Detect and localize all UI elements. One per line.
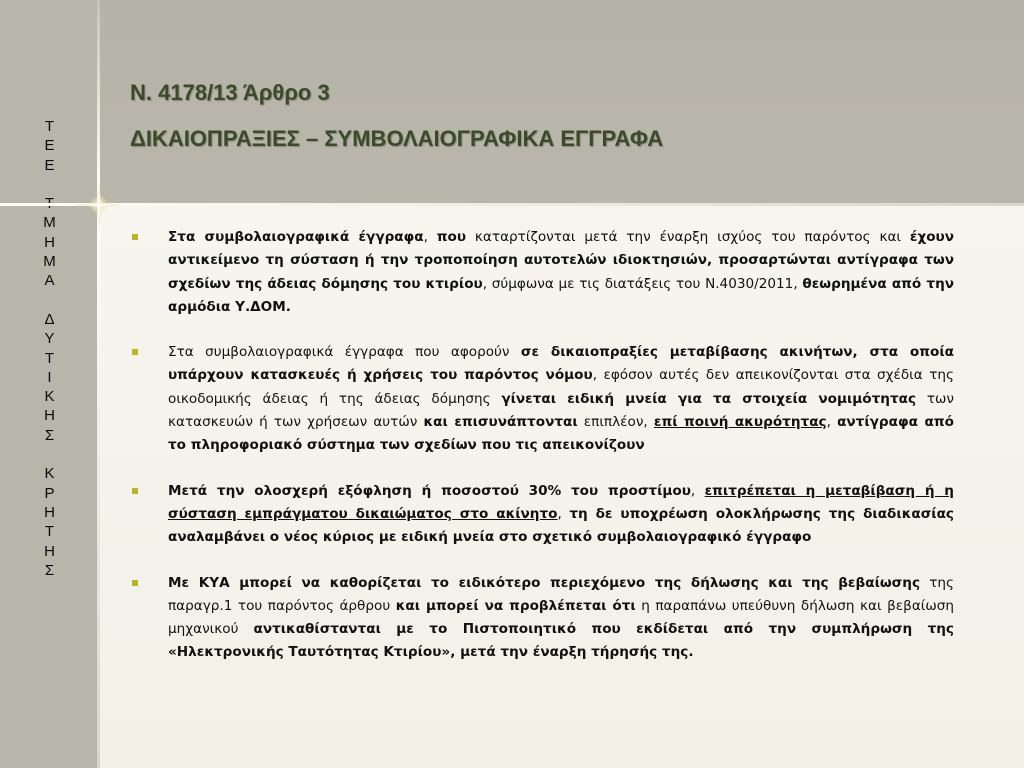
sidebar-letter: Α bbox=[44, 272, 55, 290]
sidebar-letter: Η bbox=[44, 542, 55, 560]
sidebar-letter: Σ bbox=[44, 426, 55, 444]
sidebar-letter: Υ bbox=[44, 330, 55, 348]
bullet-item bbox=[130, 226, 954, 319]
page-title: Ν. 4178/13 Άρθρο 3 bbox=[130, 80, 330, 105]
bullet-text-segment: που bbox=[436, 229, 467, 245]
bullet-text-segment: αντικαθίστανται με το Πιστοποιητικό που εκδίδεται από την συμπλήρωση της «Ηλεκτρονικής Ταυτότητας Κτιρίου», μετά την έναρξη τήρησής της. bbox=[168, 621, 954, 661]
bullet-text-segment: , bbox=[690, 482, 705, 499]
horizontal-divider bbox=[0, 203, 1024, 206]
sidebar-vertical-label bbox=[0, 117, 99, 580]
bullet-text-segment: η παραπάνω υπεύθυνη δήλωση και βεβαίωση μηχανικού bbox=[168, 597, 954, 638]
bullet-list bbox=[130, 226, 954, 687]
sidebar-letter: Κ bbox=[44, 465, 55, 483]
sidebar-letter: Ι bbox=[47, 368, 52, 386]
bullet-text-segment: Μετά την ολοσχερή εξόφληση ή ποσοστού 30% του προστίμου bbox=[168, 482, 691, 499]
page-subtitle: ΔΙΚΑΙΟΠΡΑΞΙΕΣ – ΣΥΜΒΟΛΑΙΟΓΡΑΦΙΚΑ ΕΓΓΡΑΦΑ bbox=[130, 126, 664, 151]
sidebar-letter: Σ bbox=[44, 561, 55, 579]
bullet-square-icon bbox=[132, 349, 138, 355]
bullet-text-segment: Με ΚΥΑ μπορεί να καθορίζεται το ειδικότερο περιεχόμενο της δήλωσης και της βεβαίωσης bbox=[168, 574, 920, 591]
sidebar-letter: Τ bbox=[44, 523, 55, 541]
sidebar-letter: Η bbox=[44, 233, 55, 251]
vertical-divider bbox=[97, 0, 100, 768]
bullet-text-segment: , bbox=[826, 414, 838, 431]
bullet-item bbox=[130, 480, 954, 550]
bullet-text-segment: , bbox=[557, 505, 570, 522]
bullet-item bbox=[130, 341, 954, 457]
sidebar bbox=[0, 0, 99, 768]
bullet-text-segment: τη δε υποχρέωση ολοκλήρωσης της διαδικασίας αναλαμβάνει ο νέος κύριος με ειδική μνεία στο σχετικό συμβολαιογραφικό έγγραφο bbox=[168, 505, 954, 546]
sidebar-letter: Δ bbox=[44, 310, 55, 328]
sidebar-gap bbox=[0, 291, 99, 310]
sidebar-letter: Η bbox=[44, 407, 55, 425]
bullet-text-segment: της παραγρ.1 του παρόντος άρθρου bbox=[168, 574, 954, 614]
sidebar-letter: Τ bbox=[44, 118, 55, 135]
sidebar-letter: Ρ bbox=[44, 484, 55, 502]
bullet-square-icon bbox=[132, 580, 138, 586]
bullet-text-segment: των κατασκευών ή των χρήσεων αυτών bbox=[168, 390, 954, 431]
bullet-text-segment: καταρτίζονται μετά την έναρξη ισχύος του παρόντος και bbox=[466, 229, 910, 245]
sidebar-gap bbox=[0, 445, 99, 464]
bullet-item bbox=[130, 572, 954, 665]
sidebar-letter: Μ bbox=[43, 253, 56, 271]
bullet-text-segment: και επισυνάπτονται bbox=[423, 414, 578, 431]
bullet-text-segment: επιτρέπεται η μεταβίβαση ή η σύσταση εμπράγματου δικαιώματος στο ακίνητο bbox=[168, 482, 954, 522]
sidebar-letter: Η bbox=[44, 503, 55, 521]
sidebar-letter: Ε bbox=[44, 137, 55, 155]
bullet-text-segment: επί ποινή ακυρότητας bbox=[653, 414, 827, 431]
bullet-text-segment: αντίγραφα από το πληροφοριακό σύστημα των σχεδίων που τις απεικονίζουν bbox=[168, 414, 954, 454]
bullet-text-segment: και μπορεί να προβλέπεται ότι bbox=[395, 597, 636, 614]
bullet-text-segment: Στα συμβολαιογραφικά έγγραφα που αφορούν bbox=[168, 344, 521, 361]
bullet-text-segment: , bbox=[423, 229, 437, 245]
bullet-text-segment: , σύμφωνα με τις διατάξεις του Ν.4030/2011, bbox=[482, 275, 803, 292]
bullet-text-segment: έχουν αντικείμενο τη σύσταση ή την τροποποίηση αυτοτελών ιδιοκτησιών, προσαρτώνται αντίγραφα των σχεδίων της άδειας δόμησης του κτιρίου bbox=[168, 229, 954, 292]
bullet-text-segment: σε δικαιοπραξίες μεταβίβασης ακινήτων, στα οποία υπάρχουν κατασκευές ή χρήσεις του παρόντος νόμου bbox=[168, 344, 954, 384]
sidebar-gap bbox=[0, 175, 99, 194]
bullet-text-segment: , εφόσον αυτές δεν απεικονίζονται στα σχέδια της οικοδομικής άδειας ή της άδειας δόμησης bbox=[168, 367, 954, 407]
bullet-text-segment: επιπλέον, bbox=[577, 414, 654, 431]
sidebar-letter: Τ bbox=[44, 349, 55, 367]
bullet-square-icon bbox=[132, 488, 138, 494]
bullet-text-segment: θεωρημένα από την αρμόδια Υ.ΔΟΜ. bbox=[168, 275, 955, 315]
sidebar-letter: Κ bbox=[44, 388, 55, 406]
sidebar-letter: Μ bbox=[43, 214, 56, 232]
sidebar-letter: Ε bbox=[44, 156, 55, 174]
bullet-square-icon bbox=[132, 234, 138, 240]
bullet-text-segment: γίνεται ειδική μνεία για τα στοιχεία νομιμότητας bbox=[501, 390, 917, 407]
bullet-text-segment: Στα συμβολαιογραφικά έγγραφα bbox=[168, 229, 424, 245]
